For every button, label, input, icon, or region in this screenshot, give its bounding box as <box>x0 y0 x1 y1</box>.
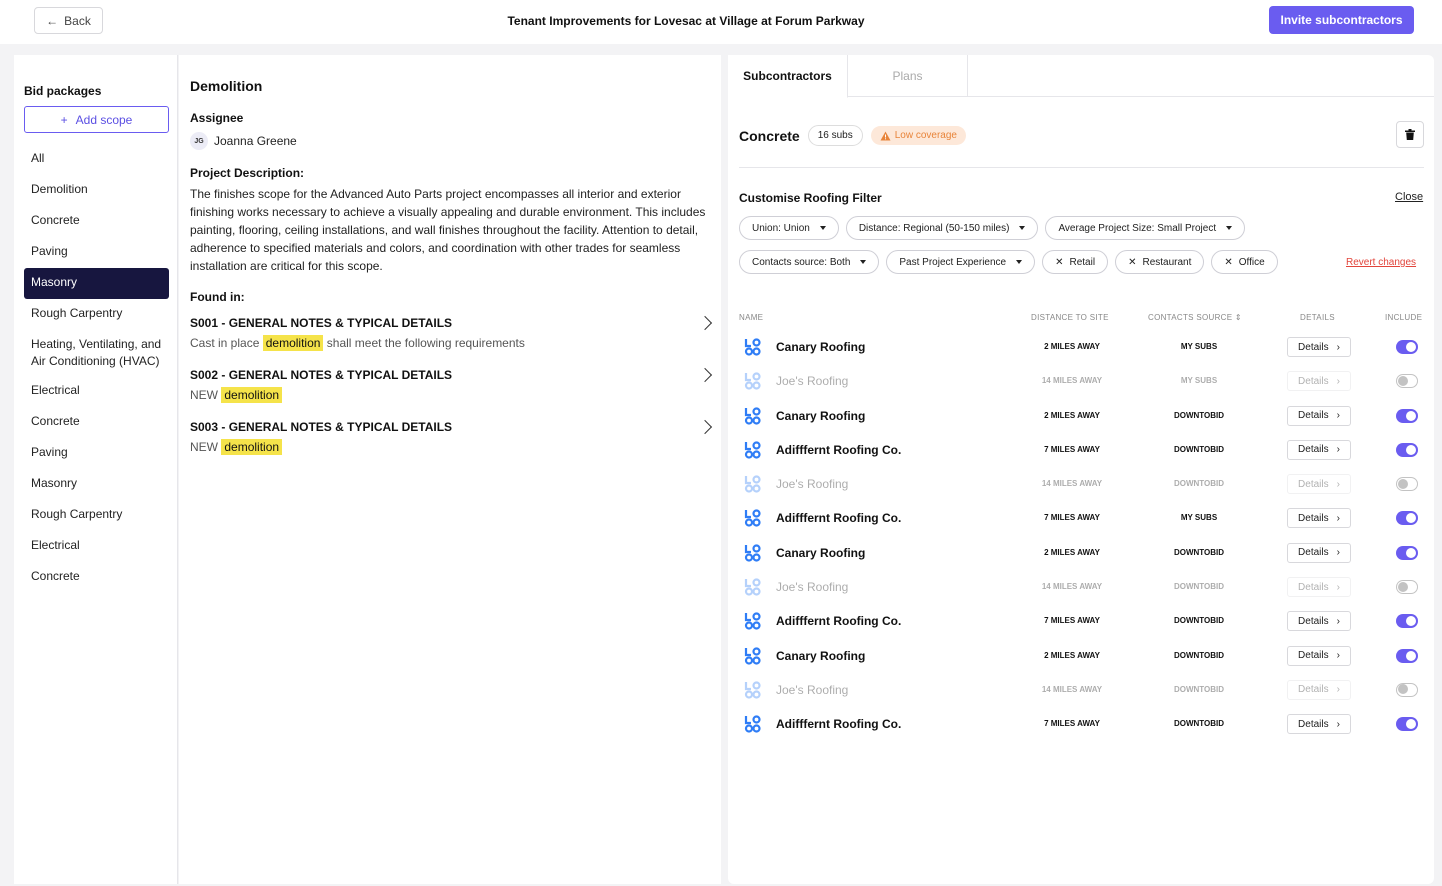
subcontractor-name[interactable]: Joe's Roofing <box>776 682 849 697</box>
details-button-label: Details <box>1298 375 1329 387</box>
distance-to-site: 7 MILES AWAY <box>1044 444 1100 454</box>
contacts-source: DOWNTOBID <box>1173 410 1225 420</box>
project-description: The finishes scope for the Advanced Auto Parts project encompasses all interior and exterior finishing works necessary to achieve a visually appealing and durable environment. This includes painting, flooring, ceiling installations, and wall finishes throughout the facility. Attention to detail, adherence to specified materials and colors, and coordination with other trades for seamless installation are critical for this scope. <box>190 187 706 273</box>
table-row <box>739 364 1434 398</box>
company-logo-icon <box>744 715 762 733</box>
subcontractor-name[interactable]: Canary Roofing <box>776 340 866 354</box>
details-button[interactable] <box>1287 508 1351 528</box>
column-contacts-source[interactable] <box>1148 313 1242 322</box>
sidebar-item[interactable]: Heating, Ventilating, and Air Conditioning (HVAC) <box>31 337 162 368</box>
delete-button[interactable] <box>1396 121 1424 148</box>
subcontractor-name[interactable]: Joe's Roofing <box>776 580 849 595</box>
include-toggle[interactable] <box>1396 374 1418 388</box>
company-logo-icon <box>744 441 762 459</box>
details-button[interactable] <box>1287 406 1351 426</box>
found-in-snippet <box>190 336 710 350</box>
filter-chip-label: Office <box>1238 256 1265 268</box>
company-logo-icon <box>744 544 762 562</box>
caret-down-icon <box>1226 226 1232 230</box>
filter-row-2 <box>739 250 1339 274</box>
filter-chip-label: Average Project Size: Small Project <box>1058 222 1217 234</box>
subcontractor-name[interactable]: Canary Roofing <box>776 648 866 663</box>
sidebar-item[interactable]: Concrete <box>31 414 80 428</box>
revert-changes-link[interactable]: Revert changes <box>1346 257 1417 268</box>
distance-to-site: 2 MILES AWAY <box>1044 342 1100 351</box>
subcontractor-name[interactable]: Canary Roofing <box>776 408 866 423</box>
include-toggle[interactable] <box>1396 546 1418 560</box>
company-logo-icon <box>744 338 762 356</box>
include-toggle[interactable] <box>1396 443 1418 457</box>
details-button-label: Details <box>1298 512 1329 524</box>
subcontractor-name[interactable]: Joe's Roofing <box>776 374 849 389</box>
page-title: Tenant Improvements for Lovesac at Village at Forum Parkway <box>507 14 865 28</box>
chevron-right-icon: › <box>1336 410 1340 422</box>
details-button-label: Details <box>1298 615 1329 627</box>
plus-icon: + <box>60 112 68 127</box>
distance-to-site: 7 MILES AWAY <box>1044 616 1100 626</box>
divider <box>739 167 1424 168</box>
close-filter-link[interactable]: Close <box>1395 191 1424 203</box>
found-in-title: S002 - GENERAL NOTES & TYPICAL DETAILS <box>190 368 453 382</box>
sidebar-item[interactable]: Rough Carpentry <box>31 306 123 320</box>
filter-chip-label: Distance: Regional (50-150 miles) <box>858 222 1010 234</box>
distance-to-site: 14 MILES AWAY <box>1041 582 1103 592</box>
table-row <box>739 707 1434 741</box>
add-scope-button[interactable] <box>24 106 169 133</box>
details-button[interactable] <box>1287 577 1351 597</box>
contacts-source: DOWNTOBID <box>1173 582 1225 592</box>
chevron-right-icon: › <box>1336 650 1340 662</box>
snippet-highlight: demolition <box>221 387 282 403</box>
subcontractor-name[interactable]: Adifffernt Roofing Co. <box>776 717 902 732</box>
details-button[interactable] <box>1287 680 1351 700</box>
contacts-source: MY SUBS <box>1180 376 1218 386</box>
filter-chip-label: Retail <box>1069 256 1096 268</box>
details-button[interactable] <box>1287 611 1351 631</box>
subs-count-badge: 16 subs <box>808 125 863 146</box>
sort-icon: ⇕ <box>1234 313 1242 322</box>
subcontractor-name[interactable]: Adifffernt Roofing Co. <box>776 442 902 457</box>
column-include: INCLUDE <box>1385 313 1423 322</box>
company-logo-icon <box>744 578 762 596</box>
caret-down-icon <box>820 226 826 230</box>
found-in-item[interactable] <box>190 368 710 416</box>
chevron-right-icon: › <box>1336 512 1340 524</box>
table-row <box>739 501 1434 535</box>
tab-plans[interactable]: Plans <box>848 55 968 97</box>
bid-packages-list <box>24 144 169 593</box>
contacts-source: DOWNTOBID <box>1173 684 1225 694</box>
bid-packages-panel <box>14 55 178 884</box>
column-contacts-source-label: CONTACTS SOURCE <box>1148 313 1233 322</box>
company-logo-icon <box>744 681 762 699</box>
section-title: Concrete <box>739 127 800 144</box>
chevron-right-icon: › <box>1336 478 1340 490</box>
sidebar-item[interactable]: Electrical <box>31 538 80 552</box>
sidebar-item[interactable]: Demolition <box>31 182 88 196</box>
arrow-left-icon: ← <box>46 13 59 28</box>
snippet-highlight: demolition <box>221 439 282 455</box>
details-button-label: Details <box>1298 341 1329 353</box>
contacts-source: DOWNTOBID <box>1173 479 1225 489</box>
found-in-snippet <box>190 388 710 402</box>
invite-subcontractors-button[interactable]: Invite subcontractors <box>1269 6 1414 34</box>
include-toggle[interactable] <box>1396 649 1418 663</box>
close-icon: ✕ <box>1224 256 1233 268</box>
include-toggle[interactable] <box>1396 580 1418 594</box>
caret-down-icon <box>1019 226 1025 230</box>
caret-down-icon <box>1016 260 1022 264</box>
top-bar <box>0 0 1442 44</box>
chevron-right-icon: › <box>1336 581 1340 593</box>
snippet-before: Cast in place <box>190 336 260 350</box>
contacts-source: DOWNTOBID <box>1173 719 1225 729</box>
filter-chip-label: Union: Union <box>752 222 810 234</box>
contacts-source: MY SUBS <box>1180 513 1218 523</box>
coverage-badge-label: Low coverage <box>894 130 957 141</box>
add-scope-label: Add scope <box>75 112 133 127</box>
details-button[interactable] <box>1287 474 1351 494</box>
assignee-label: Assignee <box>190 111 244 125</box>
chevron-right-icon: › <box>1336 718 1340 730</box>
found-in-snippet <box>190 440 710 454</box>
snippet-highlight: demolition <box>263 335 324 351</box>
sidebar-item[interactable]: Concrete <box>31 569 80 583</box>
subcontractors-panel <box>728 55 1434 884</box>
company-logo-icon <box>744 407 762 425</box>
distance-to-site: 14 MILES AWAY <box>1041 479 1103 489</box>
details-button[interactable] <box>1287 440 1351 460</box>
company-logo-icon <box>744 647 762 665</box>
distance-to-site: 14 MILES AWAY <box>1041 684 1103 694</box>
subcontractor-table <box>739 330 1434 742</box>
chevron-right-icon: › <box>1336 444 1340 456</box>
filter-chip[interactable] <box>1042 250 1108 274</box>
subcontractor-name[interactable]: Canary Roofing <box>776 545 866 560</box>
table-row <box>739 467 1434 501</box>
subcontractor-name[interactable]: Adifffernt Roofing Co. <box>776 511 902 526</box>
details-button-label: Details <box>1298 444 1329 456</box>
filter-chip[interactable] <box>1211 250 1277 274</box>
table-row <box>739 639 1434 673</box>
details-button-label: Details <box>1298 478 1329 490</box>
section-header <box>739 125 966 146</box>
sidebar-item[interactable]: All <box>31 151 45 165</box>
filter-title: Customise Roofing Filter <box>739 191 882 205</box>
found-in-item[interactable] <box>190 420 710 468</box>
include-toggle[interactable] <box>1396 614 1418 628</box>
details-button-label: Details <box>1298 650 1329 662</box>
filter-chip-label: Contacts source: Both <box>752 256 851 268</box>
table-row <box>739 536 1434 570</box>
subcontractor-name[interactable]: Joe's Roofing <box>776 477 849 492</box>
filter-chip[interactable] <box>739 250 879 274</box>
column-details: DETAILS <box>1300 313 1335 322</box>
sidebar-item[interactable]: Concrete <box>31 213 80 227</box>
company-logo-icon <box>744 509 762 527</box>
chevron-right-icon: › <box>1336 547 1340 559</box>
found-in-item[interactable] <box>190 316 710 364</box>
snippet-after: shall meet the following requirements <box>326 336 525 350</box>
table-header <box>739 313 1434 325</box>
caret-down-icon <box>860 260 866 264</box>
filter-chip[interactable] <box>1115 250 1204 274</box>
avatar: JG <box>190 132 208 150</box>
found-in-title: S001 - GENERAL NOTES & TYPICAL DETAILS <box>190 316 453 330</box>
distance-to-site: 2 MILES AWAY <box>1044 650 1100 660</box>
company-logo-icon <box>744 612 762 630</box>
include-toggle[interactable] <box>1396 717 1418 731</box>
distance-to-site: 14 MILES AWAY <box>1041 376 1103 386</box>
chevron-right-icon: › <box>1336 341 1340 353</box>
company-logo-icon <box>744 372 762 390</box>
filter-chip[interactable] <box>739 216 839 240</box>
chevron-right-icon: › <box>1336 615 1340 627</box>
column-distance: DISTANCE TO SITE <box>1031 313 1109 322</box>
sidebar-item[interactable]: Masonry <box>31 476 78 490</box>
distance-to-site: 2 MILES AWAY <box>1044 410 1100 420</box>
warning-icon <box>880 131 891 141</box>
details-button-label: Details <box>1298 581 1329 593</box>
distance-to-site: 7 MILES AWAY <box>1044 719 1100 729</box>
filter-chip[interactable] <box>846 216 1039 240</box>
details-button-label: Details <box>1298 684 1329 696</box>
filter-chip[interactable] <box>1045 216 1245 240</box>
sidebar-item[interactable]: Paving <box>31 445 68 459</box>
company-logo-icon <box>744 475 762 493</box>
contacts-source: DOWNTOBID <box>1173 444 1225 454</box>
details-button-label: Details <box>1298 718 1329 730</box>
table-row <box>739 673 1434 707</box>
column-name: NAME <box>739 313 764 322</box>
details-button[interactable] <box>1287 337 1351 357</box>
include-toggle[interactable] <box>1396 340 1418 354</box>
details-button-label: Details <box>1298 547 1329 559</box>
contacts-source: DOWNTOBID <box>1173 616 1225 626</box>
filter-chip[interactable] <box>886 250 1035 274</box>
trash-icon <box>1405 129 1415 140</box>
tab-subcontractors[interactable]: Subcontractors <box>728 55 848 98</box>
sidebar-item[interactable]: Electrical <box>31 383 80 397</box>
include-toggle[interactable] <box>1396 409 1418 423</box>
table-row <box>739 330 1434 364</box>
sidebar-item[interactable]: Paving <box>31 244 68 258</box>
sidebar-item[interactable]: Rough Carpentry <box>31 507 123 521</box>
table-row <box>739 399 1434 433</box>
scope-title: Demolition <box>190 78 263 94</box>
table-row <box>739 604 1434 638</box>
snippet-before: NEW <box>190 388 218 402</box>
assignee-name: Joanna Greene <box>214 134 297 148</box>
snippet-before: NEW <box>190 440 218 454</box>
filter-row-1 <box>739 216 1339 240</box>
bid-packages-title: Bid packages <box>24 84 102 98</box>
close-icon: ✕ <box>1055 256 1064 268</box>
details-button[interactable] <box>1287 543 1351 563</box>
table-row <box>739 433 1434 467</box>
table-row <box>739 570 1434 604</box>
filter-chip-label: Past Project Experience <box>899 256 1007 268</box>
details-button[interactable] <box>1287 714 1351 734</box>
distance-to-site: 2 MILES AWAY <box>1044 547 1100 557</box>
contacts-source: MY SUBS <box>1180 342 1218 351</box>
details-button-label: Details <box>1298 410 1329 422</box>
tab-bar <box>728 55 1434 97</box>
sidebar-item[interactable]: Masonry <box>24 268 169 299</box>
back-button-label: Back <box>64 13 91 28</box>
include-toggle[interactable] <box>1396 683 1418 697</box>
contacts-source: DOWNTOBID <box>1173 650 1225 660</box>
found-in-label: Found in: <box>190 290 245 304</box>
close-icon: ✕ <box>1128 256 1137 268</box>
include-toggle[interactable] <box>1396 511 1418 525</box>
distance-to-site: 7 MILES AWAY <box>1044 513 1100 523</box>
found-in-title: S003 - GENERAL NOTES & TYPICAL DETAILS <box>190 420 453 434</box>
chevron-right-icon: › <box>1336 375 1340 387</box>
coverage-badge <box>871 126 966 145</box>
details-button[interactable] <box>1287 646 1351 666</box>
filter-chip-label: Restaurant <box>1142 256 1192 268</box>
assignee[interactable] <box>190 132 297 150</box>
contacts-source: DOWNTOBID <box>1173 547 1225 557</box>
subcontractor-name[interactable]: Adifffernt Roofing Co. <box>776 614 902 629</box>
chevron-right-icon: › <box>1336 684 1340 696</box>
scope-detail-panel <box>179 55 721 884</box>
details-button[interactable] <box>1287 371 1351 391</box>
include-toggle[interactable] <box>1396 477 1418 491</box>
description-label: Project Description: <box>190 166 305 180</box>
